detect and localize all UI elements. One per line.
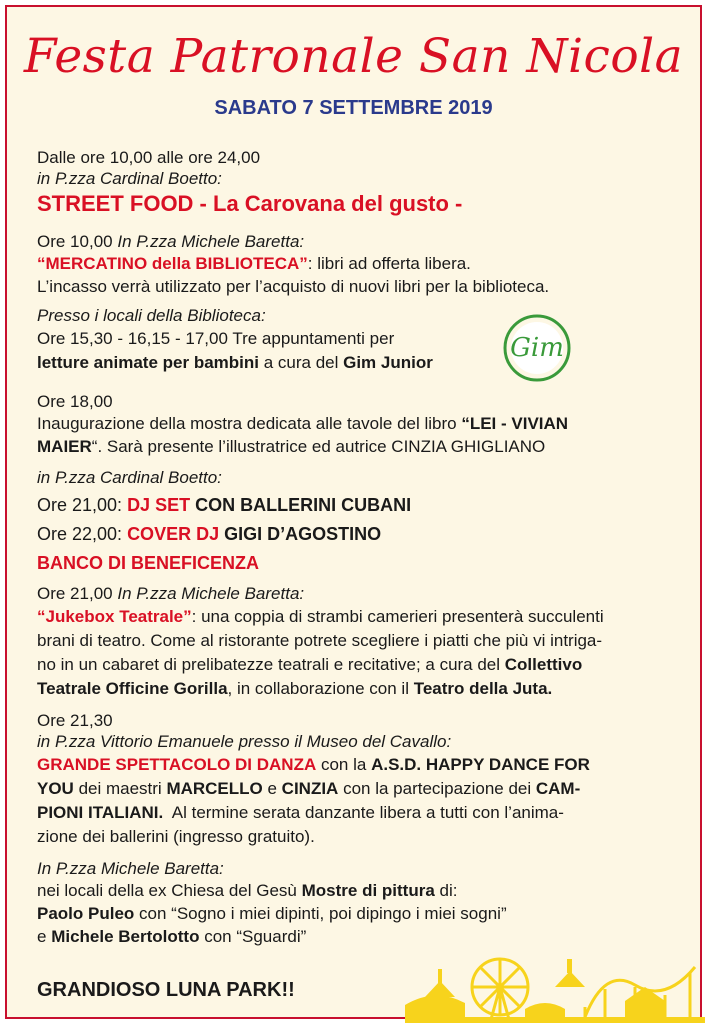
s5-row2 xyxy=(37,523,381,545)
s7-l2g: CAM- xyxy=(535,779,581,798)
s4-line1a: Inaugurazione della mostra dedicata alle tavole del libro xyxy=(37,414,462,433)
s8-l3 xyxy=(37,926,306,948)
s8-l1a: nei locali della ex Chiesa del Gesù xyxy=(37,881,302,900)
s7-time: Ore 21,30 xyxy=(37,711,113,730)
s5-banco: BANCO DI BENEFICENZA xyxy=(37,553,260,573)
s5-row2-time: Ore 22,00: xyxy=(37,524,128,544)
s5-row1-rest: CON BALLERINI CUBANI xyxy=(190,495,412,515)
s6-place: In P.zza Michele Baretta: xyxy=(117,584,305,603)
s2-line2: L’incasso verrà utilizzato per l’acquisto di nuovi libri per la biblioteca. xyxy=(37,277,550,296)
poster xyxy=(5,5,702,1019)
s5-row2-red: COVER DJ xyxy=(127,524,220,544)
s7-l1c: A.S.D. HAPPY DANCE FOR xyxy=(371,755,590,774)
s8-l1 xyxy=(37,880,457,902)
s7-l2f: con la partecipazione dei xyxy=(338,779,536,798)
event-date: SABATO 7 SETTEMBRE 2019 xyxy=(214,97,493,119)
s8-l3c: con “Sguardi” xyxy=(199,927,307,946)
s5-row1-time: Ore 21,00: xyxy=(37,495,128,515)
s8-l1c: di: xyxy=(434,881,458,900)
gim-logo-icon xyxy=(501,312,573,384)
s7-l2b: dei maestri xyxy=(73,779,167,798)
s5-row2-rest: GIGI D’AGOSTINO xyxy=(219,524,382,544)
s2-time-line xyxy=(37,231,304,253)
s1-headline: STREET FOOD - La Carovana del gusto - xyxy=(37,191,463,216)
s8-l3a: e xyxy=(37,927,52,946)
s8-place: In P.zza Michele Baretta: xyxy=(37,859,224,878)
s3-t1: a cura del xyxy=(259,353,344,372)
s2-desc: : libri ad offerta libera. xyxy=(307,254,471,273)
poster-title: Festa Patronale San Nicola xyxy=(23,29,684,84)
s7-l2e: CINZIA xyxy=(281,779,339,798)
s8-l2 xyxy=(37,903,507,925)
s5-place: in P.zza Cardinal Boetto: xyxy=(37,468,222,487)
s2-place: In P.zza Michele Baretta: xyxy=(117,232,305,251)
s7-place: in P.zza Vittorio Emanuele presso il Museo del Cavallo: xyxy=(37,732,452,751)
s3-line2 xyxy=(37,352,433,374)
s6-l4 xyxy=(37,678,552,700)
s6-time: Ore 21,00 xyxy=(37,584,113,603)
s6-name: “Jukebox Teatrale” xyxy=(37,607,192,626)
s4-line2 xyxy=(37,436,545,458)
s7-l1a: GRANDE SPETTACOLO DI DANZA xyxy=(37,755,317,774)
s6-l1-text: : una coppia di strambi camerieri presenterà succulenti xyxy=(191,607,604,626)
s7-l3b: Al termine serata danzante libera a tutti con l’anima- xyxy=(163,803,564,822)
s8-l2b: con “Sogno i miei dipinti, poi dipingo i miei sogni” xyxy=(134,904,507,923)
s3-b1: letture animate per bambini xyxy=(37,353,259,372)
s5-row1-red: DJ SET xyxy=(127,495,191,515)
s6-l4c: Teatro della Juta. xyxy=(413,679,553,698)
gim-logo-text: Gim xyxy=(510,333,564,363)
s6-l1 xyxy=(37,606,604,628)
s7-l1b: con la xyxy=(316,755,372,774)
s6-l3b: Collettivo xyxy=(504,655,583,674)
s7-l2d: e xyxy=(262,779,282,798)
luna-park-illustration xyxy=(405,947,705,1023)
s4-line2b: “. Sarà presente l’illustratrice ed autrice CINZIA GHIGLIANO xyxy=(91,437,546,456)
s6-l4b: , in collaborazione con il xyxy=(227,679,414,698)
s8-l2a: Paolo Puleo xyxy=(37,904,135,923)
s6-l3 xyxy=(37,654,582,676)
s6-l2: brani di teatro. Come al ristorante potrete scegliere i piatti che più vi intriga- xyxy=(37,631,603,650)
s2-name: “MERCATINO della BIBLIOTECA” xyxy=(37,254,308,273)
s6-l3a: no in un cabaret di prelibatezze teatrali e recitative; a cura del xyxy=(37,655,505,674)
s7-l1 xyxy=(37,754,590,776)
s7-l2c: MARCELLO xyxy=(166,779,263,798)
s2-name-line xyxy=(37,253,471,275)
s5-row1 xyxy=(37,494,411,516)
s4-line1 xyxy=(37,413,568,435)
s6-l4a: Teatrale Officine Gorilla xyxy=(37,679,228,698)
s7-l2 xyxy=(37,778,580,800)
s2-time: Ore 10,00 xyxy=(37,232,113,251)
s3-b2: Gim Junior xyxy=(343,353,433,372)
s1-place: in P.zza Cardinal Boetto: xyxy=(37,169,222,188)
s4-line2a: MAIER xyxy=(37,437,92,456)
s6-time-line xyxy=(37,583,304,605)
s4-line1b: “LEI - VIVIAN xyxy=(461,414,569,433)
s7-l2a: YOU xyxy=(37,779,74,798)
footer-luna-park: GRANDIOSO LUNA PARK!! xyxy=(37,979,295,1001)
s7-l3 xyxy=(37,802,564,824)
s8-l3b: Michele Bertolotto xyxy=(51,927,200,946)
s8-l1b: Mostre di pittura xyxy=(301,881,435,900)
s3-place: Presso i locali della Biblioteca: xyxy=(37,306,266,325)
s1-time: Dalle ore 10,00 alle ore 24,00 xyxy=(37,148,261,167)
s7-l3a: PIONI ITALIANI. xyxy=(37,803,164,822)
s4-time: Ore 18,00 xyxy=(37,392,113,411)
s3-line1: Ore 15,30 - 16,15 - 17,00 Tre appuntamenti per xyxy=(37,329,395,348)
s7-l4: zione dei ballerini (ingresso gratuito). xyxy=(37,827,315,846)
